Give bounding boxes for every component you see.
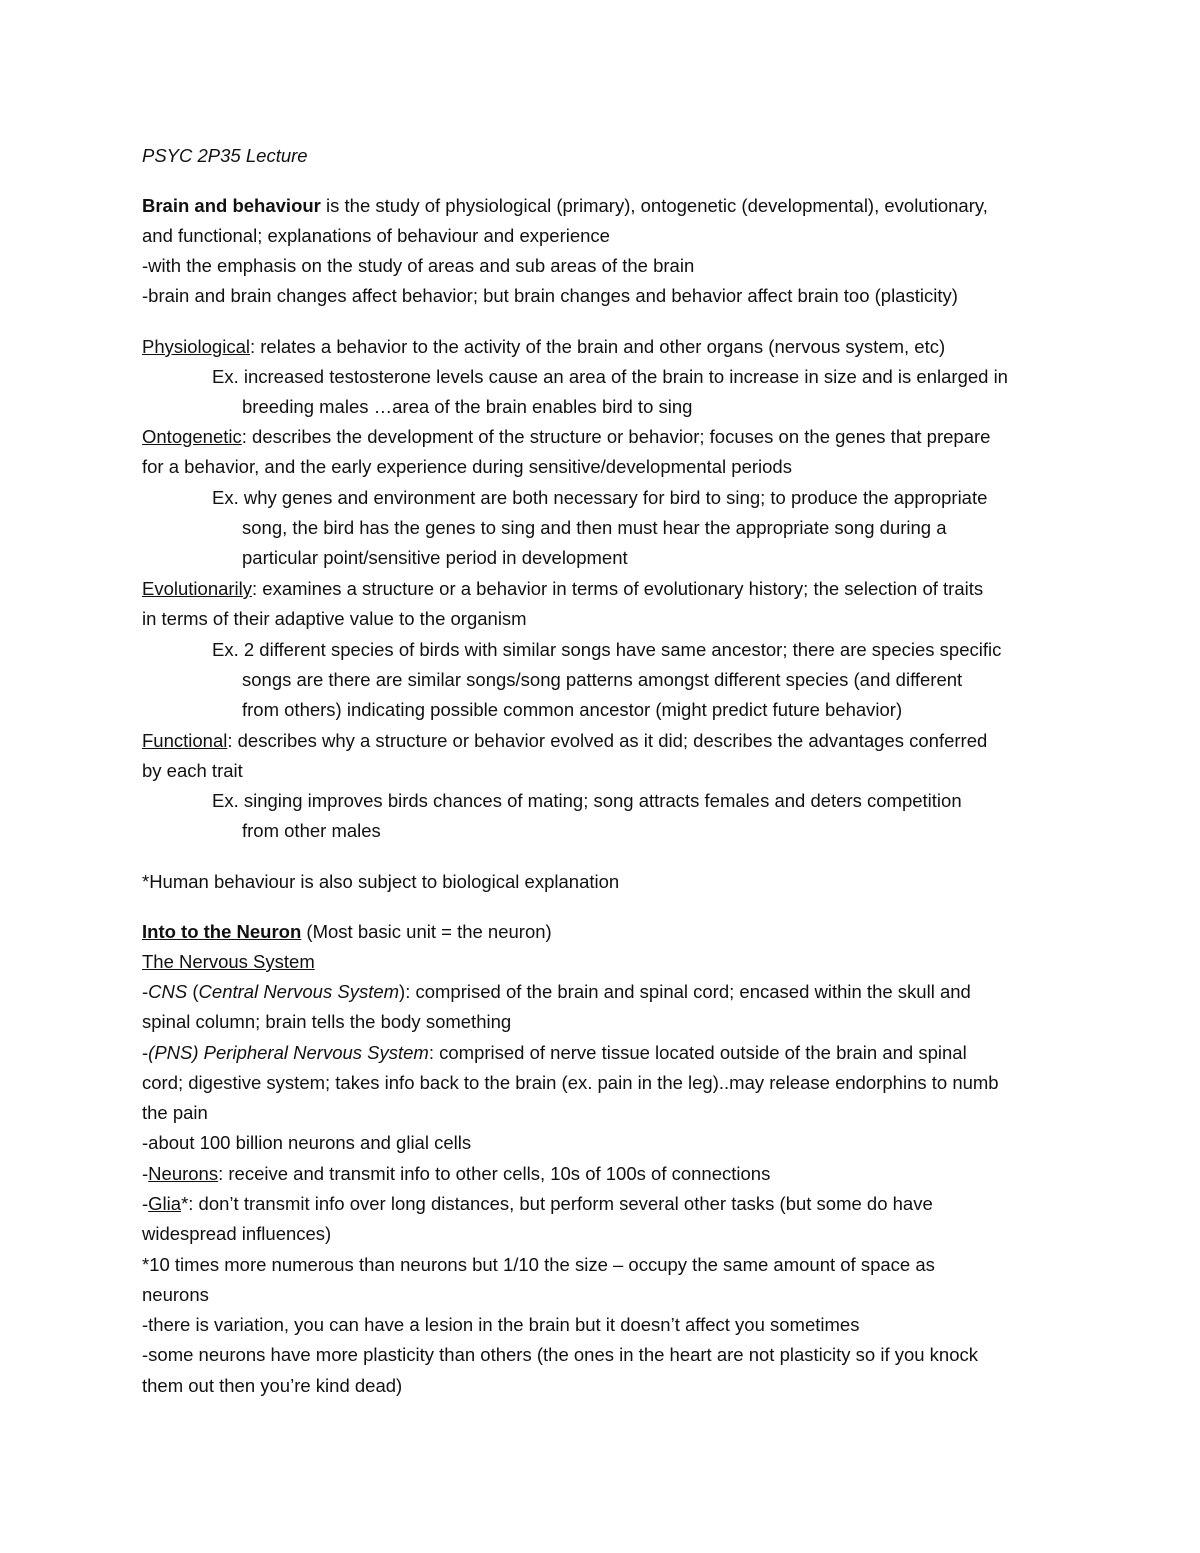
cns-full-name: Central Nervous System <box>198 981 400 1002</box>
ontogenetic-definition-2: for a behavior, and the early experience during sensitive/developmental periods <box>142 456 792 477</box>
neurons-definition <box>142 1162 770 1186</box>
nervous-system-subheading: The Nervous System <box>142 951 315 972</box>
ten-times-note-2: neurons <box>142 1284 209 1305</box>
intro-line-2: and functional; explanations of behaviour and experience <box>142 225 610 246</box>
evolutionarily-example-1: Ex. 2 different species of birds with similar songs have same ancestor; there are species specific <box>212 639 1002 660</box>
pns-text: : comprised of nerve tissue located outside of the brain and spinal <box>428 1042 967 1063</box>
cns-dash: - <box>142 981 149 1002</box>
neurons-text: : receive and transmit info to other cells, 10s of 100s of connections <box>218 1163 771 1184</box>
cns-close: ) <box>399 981 406 1002</box>
evolutionarily-example-3: from others) indicating possible common ancestor (might predict future behavior) <box>242 699 903 720</box>
evolutionarily-definition <box>142 577 983 601</box>
ontogenetic-example-3: particular point/sensitive period in development <box>242 547 628 568</box>
human-behaviour-note: *Human behaviour is also subject to biological explanation <box>142 871 620 892</box>
glia-dash: - <box>142 1193 149 1214</box>
term-evolutionarily: Evolutionarily <box>142 578 253 599</box>
ontogenetic-text: : describes the development of the structure or behavior; focuses on the genes that prepare <box>241 426 991 447</box>
cns-open: ( <box>187 981 199 1002</box>
physiological-definition <box>142 335 945 359</box>
term-glia: Glia <box>148 1193 182 1214</box>
ontogenetic-example-2: song, the bird has the genes to sing and then must hear the appropriate song during a <box>242 517 947 538</box>
pns-definition-3: the pain <box>142 1102 208 1123</box>
functional-example-1: Ex. singing improves birds chances of mating; song attracts females and deters competition <box>212 790 962 811</box>
glia-definition-2: widespread influences) <box>142 1223 332 1244</box>
cns-abbr: CNS <box>148 981 188 1002</box>
cns-definition-2: spinal column; brain tells the body something <box>142 1011 512 1032</box>
ten-times-note: *10 times more numerous than neurons but 1/10 the size – occupy the same amount of space as <box>142 1254 935 1275</box>
term-brain-and-behaviour: Brain and behaviour <box>142 195 321 216</box>
evolutionarily-definition-2: in terms of their adaptive value to the organism <box>142 608 527 629</box>
neurons-dash: - <box>142 1163 149 1184</box>
neuron-count: -about 100 billion neurons and glial cells <box>142 1132 472 1153</box>
pns-definition <box>142 1041 967 1065</box>
cns-text: : comprised of the brain and spinal cord; encased within the skull and <box>405 981 971 1002</box>
intro-line-4: -brain and brain changes affect behavior; but brain changes and behavior affect brain too (plasticity) <box>142 285 958 306</box>
intro-line-1 <box>142 194 988 218</box>
physiological-text: : relates a behavior to the activity of the brain and other organs (nervous system, etc) <box>249 336 946 357</box>
physiological-example-2: breeding males …area of the brain enables bird to sing <box>242 396 693 417</box>
evolutionarily-example-2: songs are there are similar songs/song patterns amongst different species (and different <box>242 669 963 690</box>
pns-label: (PNS) Peripheral Nervous System <box>148 1042 429 1063</box>
term-neurons: Neurons <box>148 1163 219 1184</box>
physiological-example-1: Ex. increased testosterone levels cause an area of the brain to increase in size and is enlarged in <box>212 366 1008 387</box>
functional-text: : describes why a structure or behavior evolved as it did; describes the advantages conferred <box>227 730 988 751</box>
variation-note: -there is variation, you can have a lesion in the brain but it doesn’t affect you sometimes <box>142 1314 860 1335</box>
cns-definition <box>142 980 971 1004</box>
ontogenetic-definition <box>142 425 990 449</box>
glia-text: *: don’t transmit info over long distances, but perform several other tasks (but some do have <box>181 1193 933 1214</box>
evolutionarily-text: : examines a structure or a behavior in terms of evolutionary history; the selection of traits <box>252 578 984 599</box>
intro-line-1-text: is the study of physiological (primary), ontogenetic (developmental), evolutionary, <box>320 195 988 216</box>
neuron-heading <box>142 920 552 944</box>
functional-definition-2: by each trait <box>142 760 243 781</box>
pns-dash: - <box>142 1042 149 1063</box>
intro-line-3: -with the emphasis on the study of areas and sub areas of the brain <box>142 255 695 276</box>
neuron-heading-title: Into to the Neuron <box>142 921 302 942</box>
glia-definition <box>142 1192 933 1216</box>
term-functional: Functional <box>142 730 228 751</box>
term-physiological: Physiological <box>142 336 250 357</box>
functional-example-2: from other males <box>242 820 381 841</box>
plasticity-note: -some neurons have more plasticity than others (the ones in the heart are not plasticity so if you knock <box>142 1344 979 1365</box>
functional-definition <box>142 729 987 753</box>
term-ontogenetic: Ontogenetic <box>142 426 242 447</box>
plasticity-note-2: them out then you’re kind dead) <box>142 1375 403 1396</box>
pns-definition-2: cord; digestive system; takes info back to the brain (ex. pain in the leg)..may release endorphins to numb <box>142 1072 999 1093</box>
neuron-heading-note: (Most basic unit = the neuron) <box>301 921 552 942</box>
document-title: PSYC 2P35 Lecture <box>142 145 308 166</box>
ontogenetic-example-1: Ex. why genes and environment are both necessary for bird to sing; to produce the appropriate <box>212 487 988 508</box>
